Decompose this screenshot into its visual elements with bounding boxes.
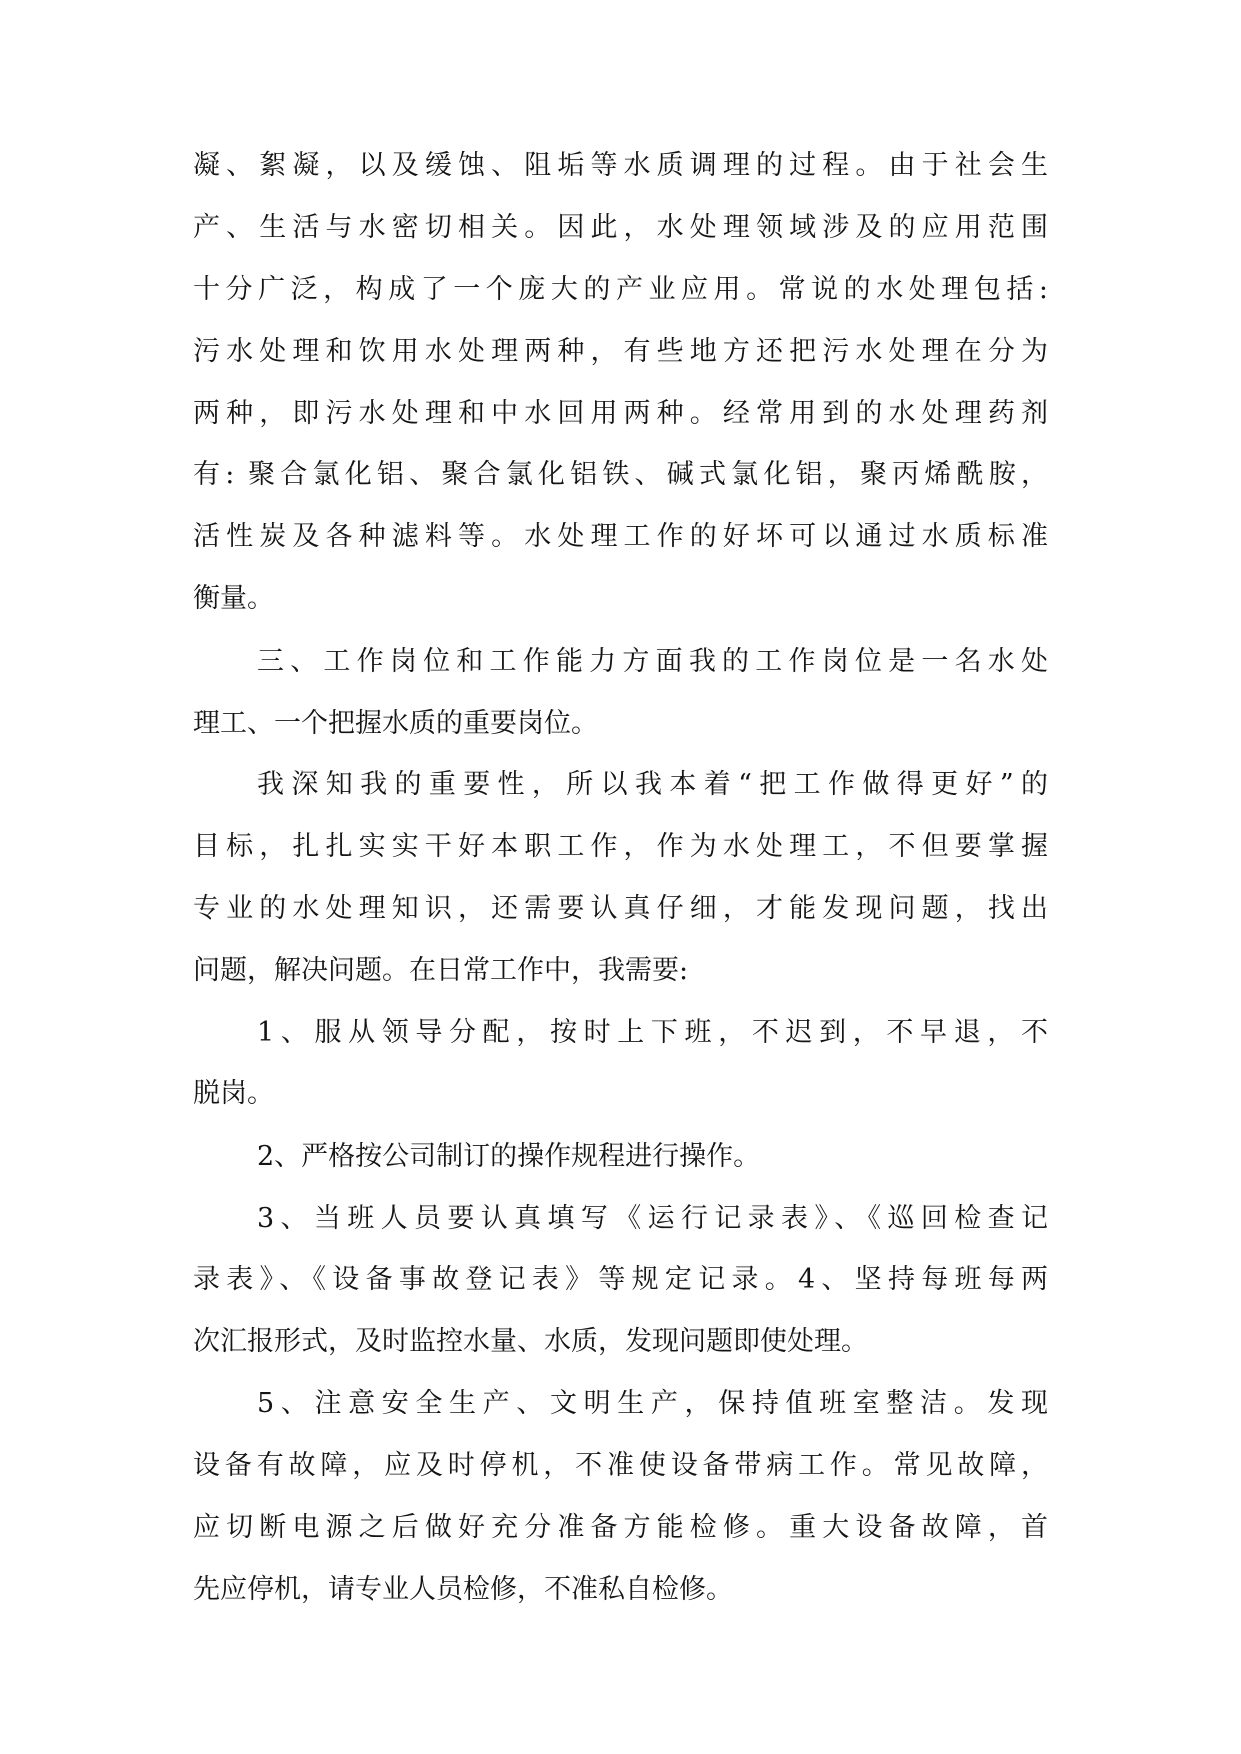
text-line: 应切断电源之后做好充分准备方能检修。重大设备故障，首 — [193, 1512, 1048, 1543]
text-line: 两种，即污水处理和中水回用两种。经常用到的水处理药剂 — [193, 398, 1048, 429]
text-line: 衡量。 — [193, 583, 274, 614]
text-line: 产、生活与水密切相关。因此，水处理领域涉及的应用范围 — [193, 212, 1048, 243]
paragraph-start-line: 三、工作岗位和工作能力方面我的工作岗位是一名水处 — [257, 646, 1048, 677]
text-line: 设备有故障，应及时停机，不准使设备带病工作。常见故障， — [193, 1450, 1048, 1481]
text-line: 问题，解决问题。在日常工作中，我需要: — [193, 955, 689, 986]
text-line: 先应停机，请专业人员检修，不准私自检修。 — [193, 1574, 733, 1605]
text-line: 脱岗。 — [193, 1078, 274, 1109]
list-item-line: 2、严格按公司制订的操作规程进行操作。 — [257, 1141, 761, 1172]
text-line: 次汇报形式，及时监控水量、水质，发现问题即使处理。 — [193, 1326, 868, 1357]
list-item-line: 5、注意安全生产、文明生产，保持值班室整洁。发现 — [257, 1388, 1048, 1419]
text-line: 凝、絮凝，以及缓蚀、阻垢等水质调理的过程。由于社会生 — [193, 150, 1048, 181]
text-line: 十分广泛，构成了一个庞大的产业应用。常说的水处理包括: — [193, 274, 1048, 305]
paragraph-start-line: 我深知我的重要性，所以我本着“把工作做得更好”的 — [257, 769, 1048, 800]
text-line: 专业的水处理知识，还需要认真仔细，才能发现问题，找出 — [193, 893, 1048, 924]
text-line: 理工、一个把握水质的重要岗位。 — [193, 708, 598, 739]
text-line: 有: 聚合氯化铝、聚合氯化铝铁、碱式氯化铝，聚丙烯酰胺， — [193, 459, 1048, 490]
list-item-line: 3、当班人员要认真填写《运行记录表》、《巡回检查记 — [257, 1203, 1048, 1234]
list-item-line: 1、服从领导分配，按时上下班，不迟到，不早退，不 — [257, 1017, 1048, 1048]
text-line: 目标，扎扎实实干好本职工作，作为水处理工，不但要掌握 — [193, 831, 1048, 862]
text-line: 录表》、《设备事故登记表》等规定记录。4、坚持每班每两 — [193, 1264, 1048, 1295]
text-line: 污水处理和饮用水处理两种，有些地方还把污水处理在分为 — [193, 336, 1048, 367]
text-line: 活性炭及各种滤料等。水处理工作的好坏可以通过水质标准 — [193, 521, 1048, 552]
